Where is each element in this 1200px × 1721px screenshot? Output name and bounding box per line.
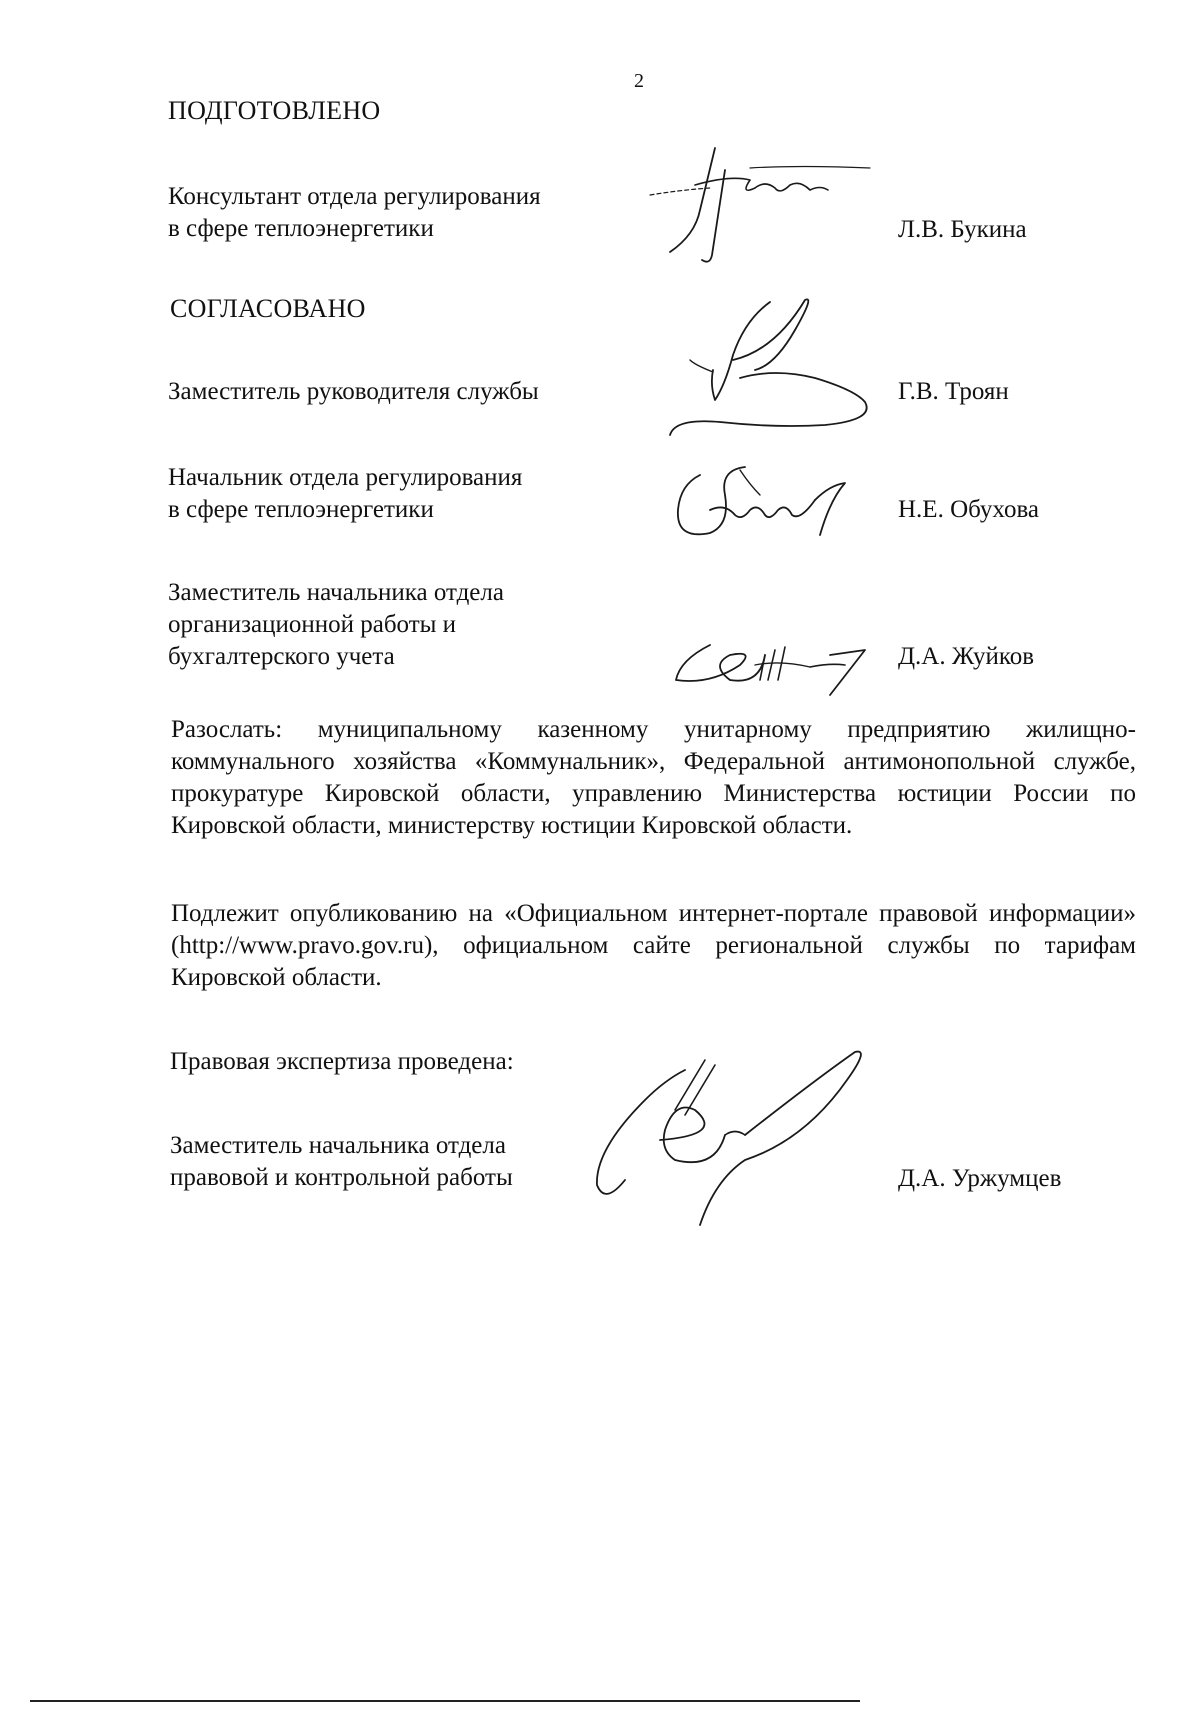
signer-2-position-line1: Начальник отдела регулирования	[168, 464, 523, 491]
signer-1-name: Г.В. Троян	[898, 378, 1009, 405]
signature-obukhova	[670, 455, 860, 545]
prepared-position-line1: Консультант отдела регулирования	[168, 183, 541, 210]
signer-3-position-line1: Заместитель начальника отдела	[168, 579, 504, 606]
page-number: 2	[634, 70, 644, 92]
prepared-heading: ПОДГОТОВЛЕНО	[168, 96, 381, 125]
signature-troyan	[665, 290, 895, 450]
signature-bukina	[640, 140, 880, 270]
signature-zhuykov	[670, 625, 880, 700]
signer-3-position-line3: бухгалтерского учета	[168, 643, 395, 670]
prepared-name: Л.В. Букина	[898, 216, 1027, 243]
signer-3-position-line2: организационной работы и	[168, 611, 457, 638]
bottom-rule	[30, 1700, 860, 1702]
legal-review-heading: Правовая экспертиза проведена:	[170, 1048, 514, 1075]
signer-2-name: Н.Е. Обухова	[898, 496, 1040, 523]
publication-paragraph: Подлежит опубликованию на «Официальном интернет-портале правовой информации» (http://www.pravo.gov.ru), официальном сайте региональной службы по тарифам Кировской области.	[171, 900, 1136, 991]
signature-urzhumtsev	[585, 1040, 875, 1240]
approved-heading: СОГЛАСОВАНО	[170, 294, 366, 323]
prepared-position-line2: в сфере теплоэнергетики	[168, 215, 434, 242]
legal-review-name: Д.А. Уржумцев	[898, 1165, 1062, 1192]
signer-2-position-line2: в сфере теплоэнергетики	[168, 496, 434, 523]
signer-1-position: Заместитель руководителя службы	[168, 378, 539, 405]
signer-3-name: Д.А. Жуйков	[898, 643, 1035, 670]
distribution-paragraph: Разослать: муниципальному казенному унитарному предприятию жилищно-коммунального хозяйства «Коммунальник», Федеральной антимонопольной службе, прокуратуре Кировской области, управлению Министерства юстиции России по Кировской области, министерству юстиции Кировской области.	[171, 716, 1136, 839]
legal-review-position-line1: Заместитель начальника отдела	[170, 1132, 506, 1159]
legal-review-position-line2: правовой и контрольной работы	[170, 1164, 513, 1191]
